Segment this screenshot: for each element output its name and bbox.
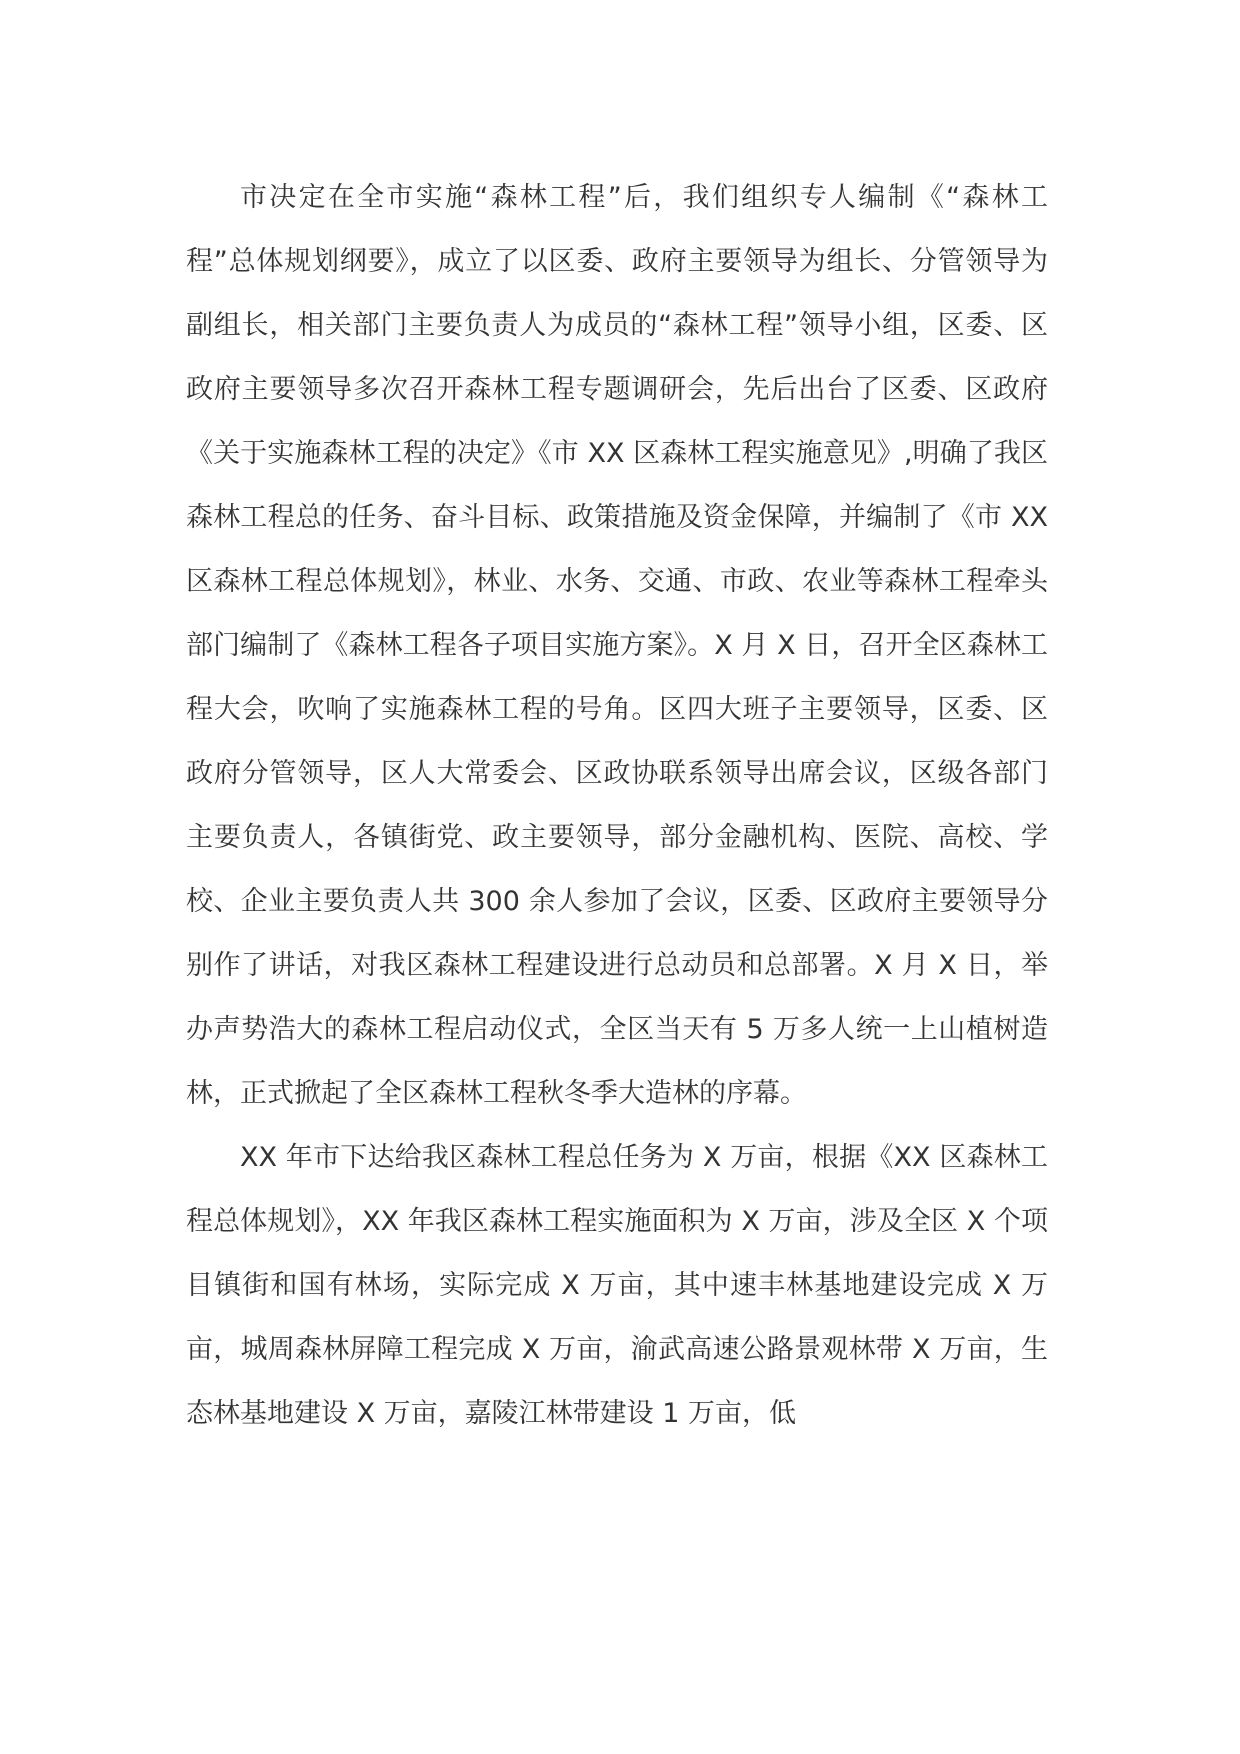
paragraph-2: XX 年市下达给我区森林工程总任务为 X 万亩，根据《XX 区森林工程总体规划》，XX 年我区森林工程实施面积为 X 万亩，涉及全区 X 个项目镇街和国有林场，实际完成 X 万亩，其中速丰林基地建设完成 X 万亩，城周森林屏障工程完成 X 万亩，渝武高速公路景观林带 X 万亩，生态林基地建设 X 万亩，嘉陵江林带建设 1 万亩，低 (186, 1142, 1048, 1429)
document-body (186, 166, 1048, 1446)
paragraph-1: 市决定在全市实施“森林工程”后，我们组织专人编制《“森林工程”总体规划纲要》，成立了以区委、政府主要领导为组长、分管领导为副组长，相关部门主要负责人为成员的“森林工程”领导小组，区委、区政府主要领导多次召开森林工程专题调研会，先后出台了区委、区政府《关于实施森林工程的决定》《市 XX 区森林工程实施意见》,明确了我区森林工程总的任务、奋斗目标、政策措施及资金保障，并编制了《市 XX 区森林工程总体规划》，林业、水务、交通、市政、农业等森林工程牵头部门编制了《森林工程各子项目实施方案》。X 月 X 日，召开全区森林工程大会，吹响了实施森林工程的号角。区四大班子主要领导，区委、区政府分管领导，区人大常委会、区政协联系领导出席会议，区级各部门主要负责人，各镇街党、政主要领导，部分金融机构、医院、高校、学校、企业主要负责人共 300 余人参加了会议，区委、区政府主要领导分别作了讲话，对我区森林工程建设进行总动员和总部署。X 月 X 日，举办声势浩大的森林工程启动仪式，全区当天有 5 万多人统一上山植树造林，正式掀起了全区森林工程秋冬季大造林的序幕。 (186, 182, 1048, 1109)
